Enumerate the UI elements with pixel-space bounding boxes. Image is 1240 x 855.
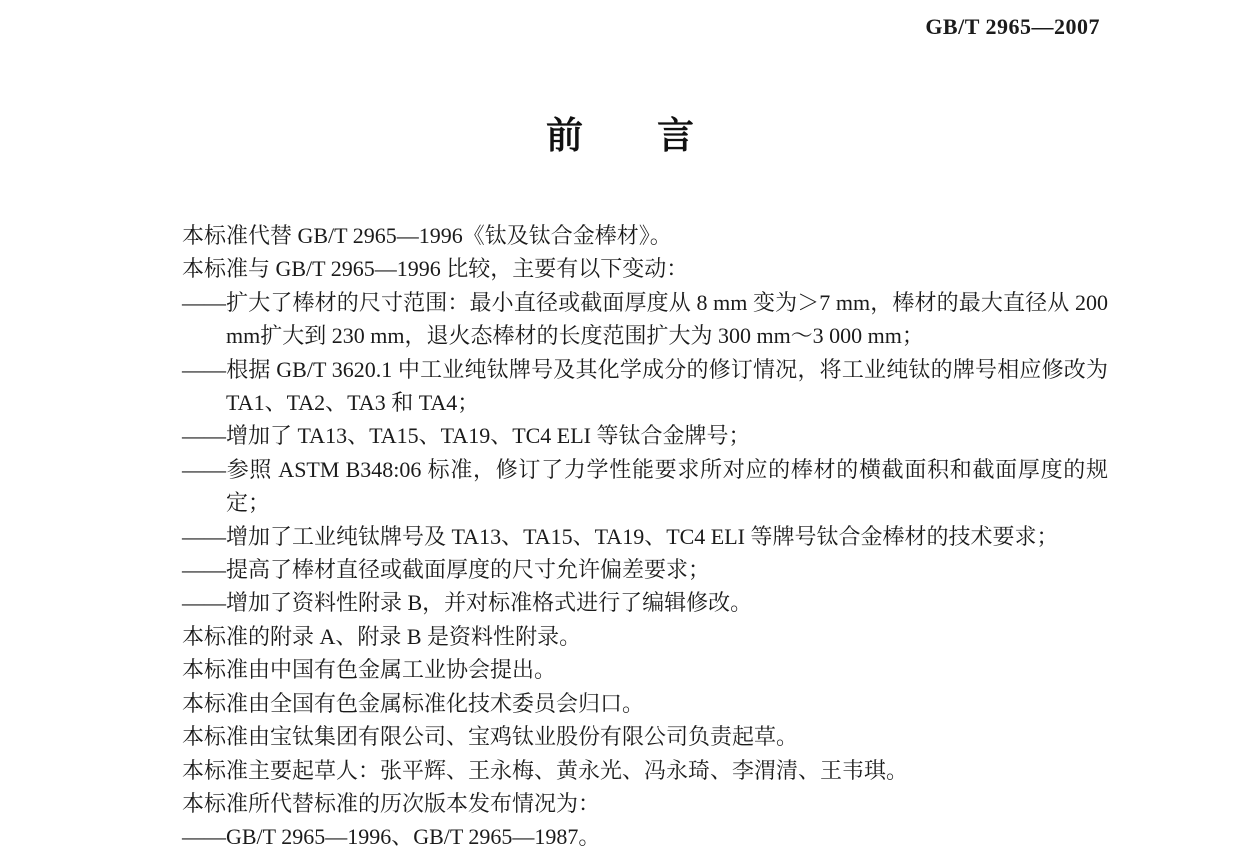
foreword-paragraph: 本标准由中国有色金属工业协会提出。 [182,657,557,683]
foreword-paragraph: 本标准所代替标准的历次版本发布情况为： [182,790,601,816]
foreword-paragraph: ——扩大了棒材的尺寸范围：最小直径或截面厚度从 8 mm 变为＞7 mm，棒材的最大直径从 200 mm扩大到 230 mm，退火态棒材的长度范围扩大为 300 mm～3 000 mm； [182,289,1108,349]
foreword-paragraph: ——根据 GB/T 3620.1 中工业纯钛牌号及其化学成分的修订情况，将工业纯钛的牌号相应修改为 TA1、TA2、TA3 和 TA4； [182,356,1108,416]
foreword-body [182,219,1108,854]
foreword-paragraph: ——增加了资料性附录 B，并对标准格式进行了编辑修改。 [182,590,753,616]
foreword-paragraph: 本标准与 GB/T 2965—1996 比较，主要有以下变动： [182,256,689,282]
doc-number: GB/T 2965—2007 [925,14,1100,39]
page-title: 前 言 [546,115,694,156]
foreword-paragraph: ——增加了 TA13、TA15、TA19、TC4 ELI 等钛合金牌号； [182,423,751,449]
foreword-paragraph: 本标准由宝钛集团有限公司、宝鸡钛业股份有限公司负责起草。 [182,724,799,750]
foreword-paragraph: ——GB/T 2965—1996、GB/T 2965—1987。 [182,824,601,850]
foreword-paragraph: ——参照 ASTM B348:06 标准，修订了力学性能要求所对应的棒材的横截面积和截面厚度的规定； [182,456,1108,516]
foreword-paragraph: ——提高了棒材直径或截面厚度的尺寸允许偏差要求； [182,557,711,583]
foreword-paragraph: 本标准由全国有色金属标准化技术委员会归口。 [182,690,645,716]
foreword-paragraph: ——增加了工业纯钛牌号及 TA13、TA15、TA19、TC4 ELI 等牌号钛合金棒材的技术要求； [182,523,1059,549]
foreword-paragraph: 本标准代替 GB/T 2965—1996《钛及钛合金棒材》。 [182,223,672,248]
foreword-paragraph: 本标准主要起草人：张平辉、王永梅、黄永光、冯永琦、李渭清、王韦琪。 [182,757,909,783]
foreword-paragraph: 本标准的附录 A、附录 B 是资料性附录。 [182,623,582,649]
